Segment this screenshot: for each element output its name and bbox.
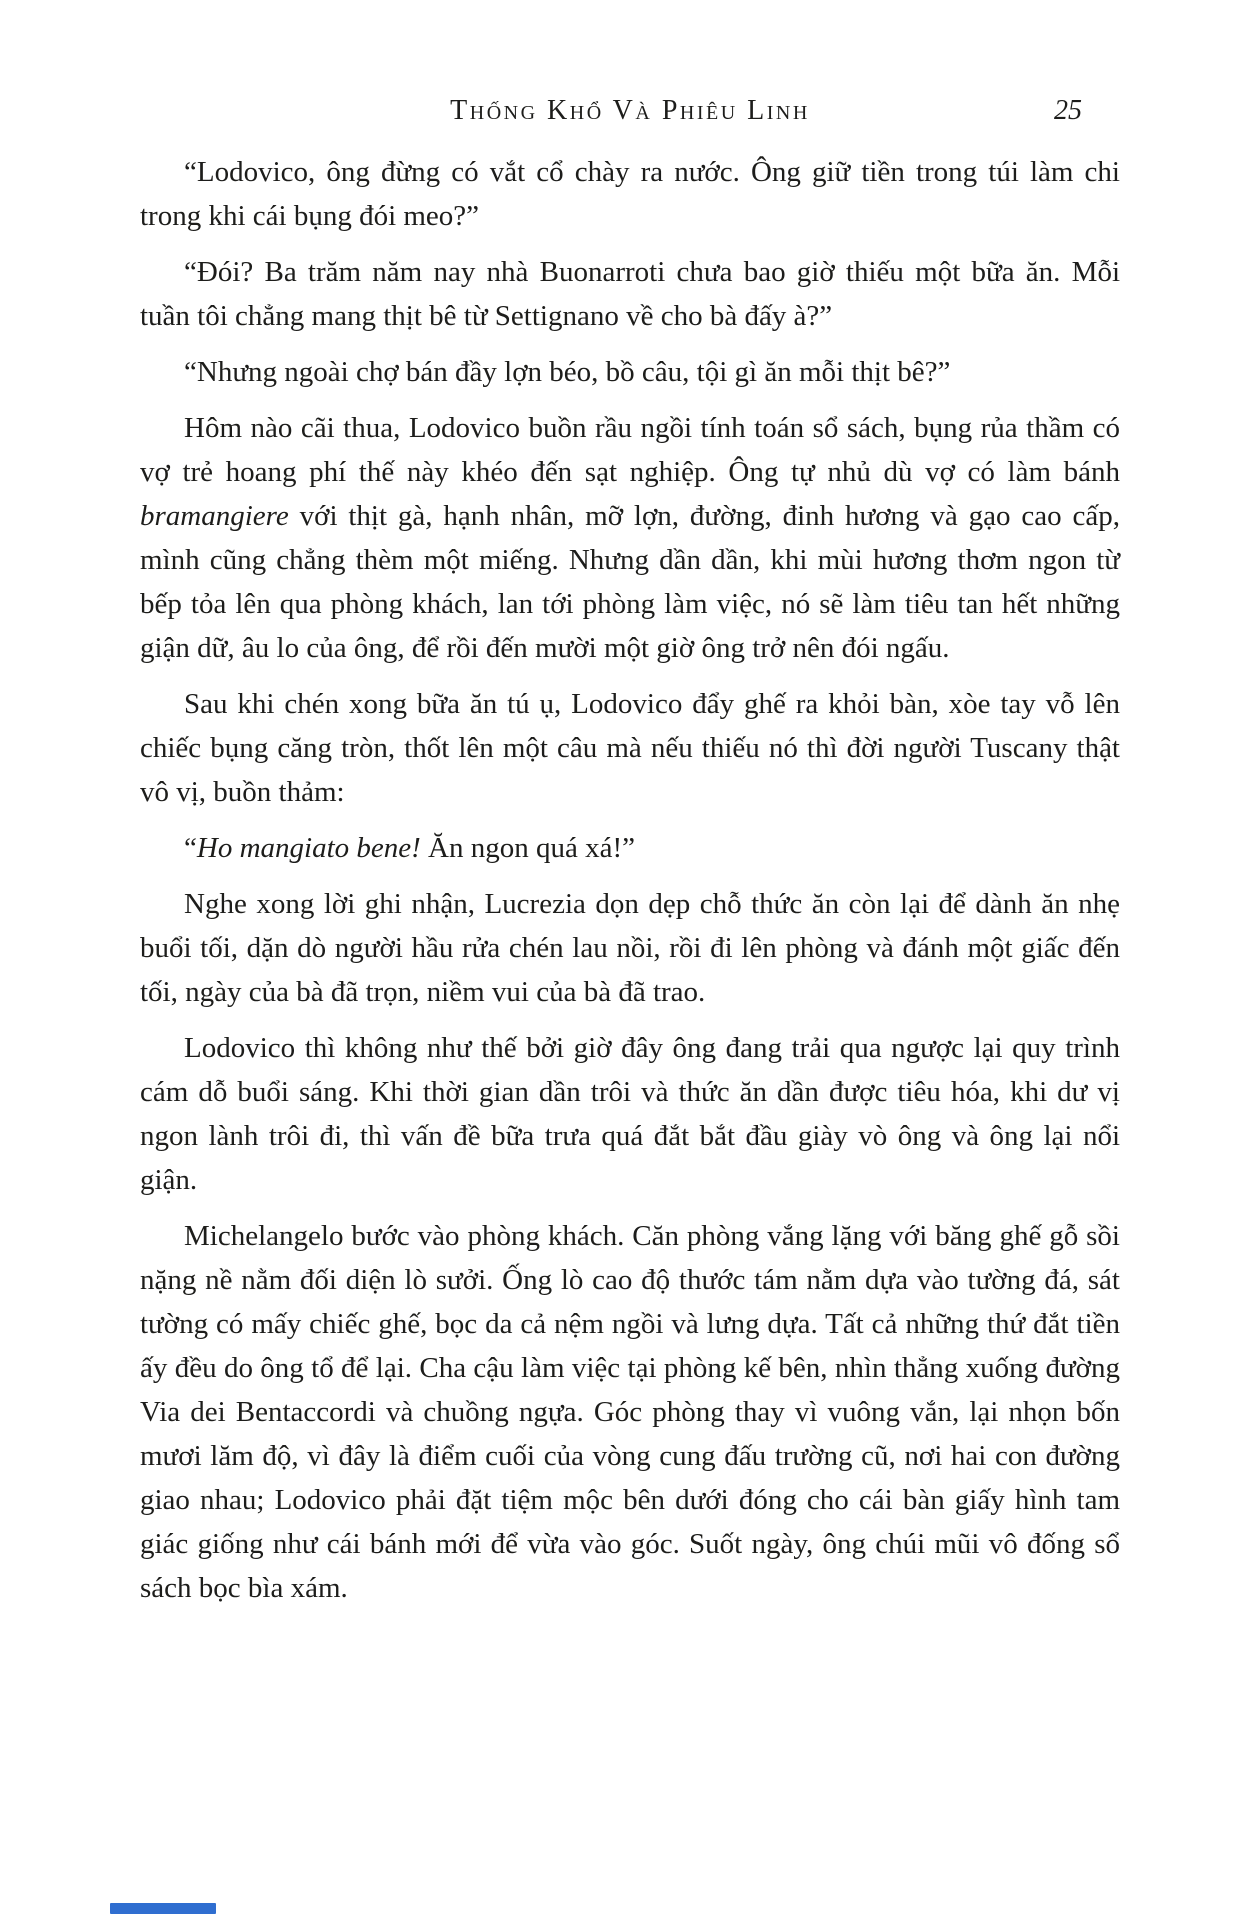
text-run: “Nhưng ngoài chợ bán đầy lợn béo, bồ câu, tội gì ăn mỗi thịt bê?”	[184, 356, 951, 388]
bottom-progress-bar	[110, 1903, 216, 1914]
text-run: Sau khi chén xong bữa ăn tú ụ, Lodovico đẩy ghế ra khỏi bàn, xòe tay vỗ lên chiếc bụng căng tròn, thốt lên một câu mà nếu thiếu nó thì đời người Tuscany thật vô vị, buồn thảm:	[140, 688, 1120, 808]
paragraph	[140, 150, 1120, 238]
paragraph	[140, 350, 1120, 394]
text-run: “Lodovico, ông đừng có vắt cổ chày ra nước. Ông giữ tiền trong túi làm chi trong khi cái bụng đói meo?”	[140, 156, 1120, 232]
italic-text: bramangiere	[140, 500, 289, 532]
page-body	[140, 150, 1120, 1622]
page-number: 25	[1054, 95, 1082, 126]
page-header	[140, 94, 1120, 134]
running-title: Thống Khổ Và Phiêu Linh	[450, 95, 810, 126]
italic-text: Ho mangiato bene!	[196, 832, 421, 864]
paragraph	[140, 682, 1120, 814]
text-run: Michelangelo bước vào phòng khách. Căn phòng vắng lặng với băng ghế gỗ sồi nặng nề nằm đối diện lò sưởi. Ống lò cao độ thước tám nằm dựa vào tường đá, sát tường có mấy chiếc ghế, bọc da cả nệm ngồi và lưng dựa. Tất cả những thứ đắt tiền ấy đều do ông tổ để lại. Cha cậu làm việc tại phòng kế bên, nhìn thẳng xuống đường Via dei Bentaccordi và chuồng ngựa. Góc phòng thay vì vuông vắn, lại nhọn bốn mươi lăm độ, vì đây là điểm cuối của vòng cung đấu trường cũ, nơi hai con đường giao nhau; Lodovico phải đặt tiệm mộc bên dưới đóng cho cái bàn giấy hình tam giác giống như cái bánh mới để vừa vào góc. Suốt ngày, ông chúi mũi vô đống sổ sách bọc bìa xám.	[140, 1220, 1120, 1604]
paragraph	[140, 1026, 1120, 1202]
paragraph	[140, 250, 1120, 338]
paragraph	[140, 406, 1120, 670]
text-run: Lodovico thì không như thế bởi giờ đây ông đang trải qua ngược lại quy trình cám dỗ buổi sáng. Khi thời gian dần trôi và thức ăn dần được tiêu hóa, khi dư vị ngon lành trôi đi, thì vấn đề bữa trưa quá đắt bắt đầu giày vò ông và ông lại nổi giận.	[140, 1032, 1120, 1196]
text-run: “	[184, 832, 197, 864]
text-run: “Đói? Ba trăm năm nay nhà Buonarroti chưa bao giờ thiếu một bữa ăn. Mỗi tuần tôi chẳng mang thịt bê từ Settignano về cho bà đấy à?”	[140, 256, 1120, 332]
paragraph	[140, 826, 1120, 870]
paragraph	[140, 1214, 1120, 1610]
paragraph	[140, 882, 1120, 1014]
text-run: Ăn ngon quá xá!”	[420, 832, 635, 864]
text-run: với thịt gà, hạnh nhân, mỡ lợn, đường, đinh hương và gạo cao cấp, mình cũng chẳng thèm một miếng. Nhưng dần dần, khi mùi hương thơm ngon từ bếp tỏa lên qua phòng khách, lan tới phòng làm việc, nó sẽ làm tiêu tan hết những giận dữ, âu lo của ông, để rồi đến mười một giờ ông trở nên đói ngấu.	[140, 500, 1120, 664]
text-run: Nghe xong lời ghi nhận, Lucrezia dọn dẹp chỗ thức ăn còn lại để dành ăn nhẹ buổi tối, dặn dò người hầu rửa chén lau nồi, rồi đi lên phòng và đánh một giấc đến tối, ngày của bà đã trọn, niềm vui của bà đã trao.	[140, 888, 1120, 1008]
text-run: Hôm nào cãi thua, Lodovico buồn rầu ngồi tính toán sổ sách, bụng rủa thầm có vợ trẻ hoang phí thế này khéo đến sạt nghiệp. Ông tự nhủ dù vợ có làm bánh	[140, 412, 1120, 488]
